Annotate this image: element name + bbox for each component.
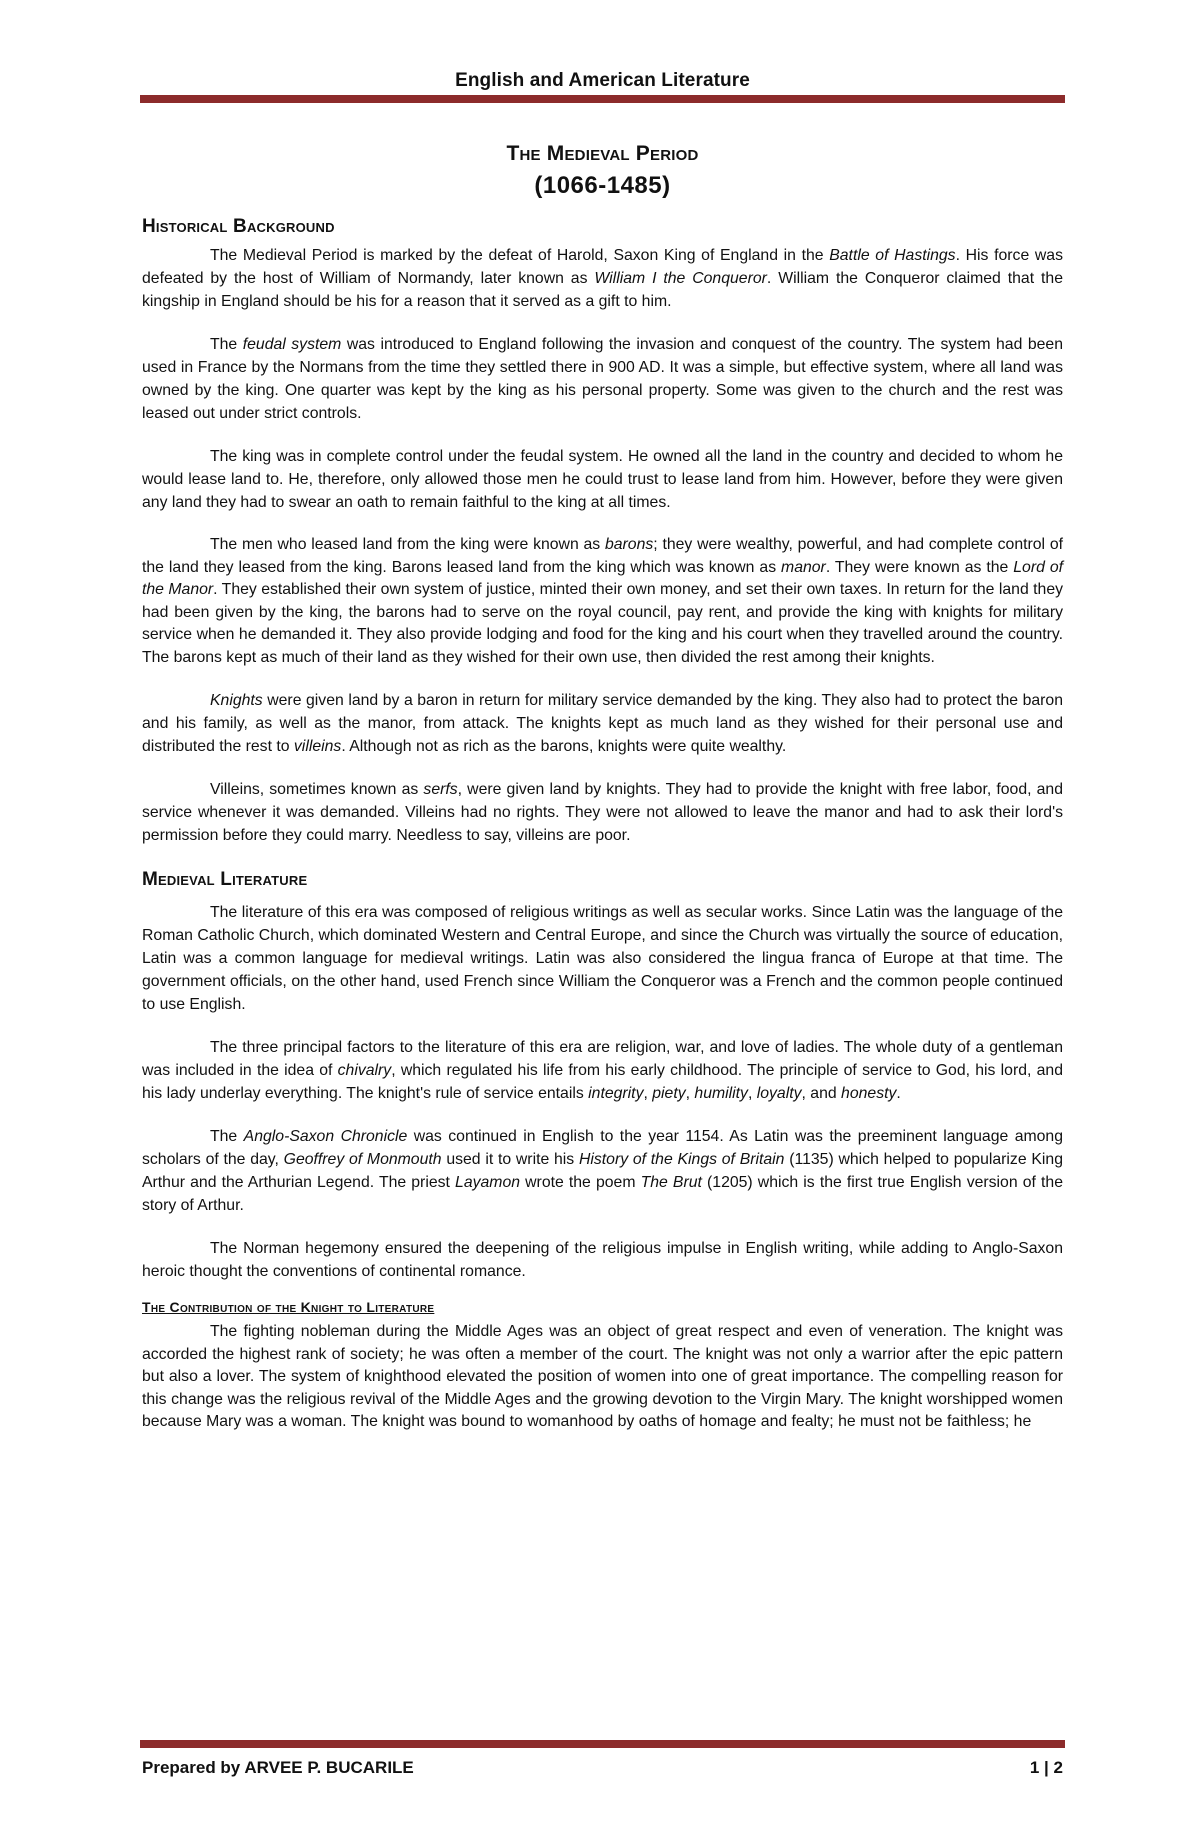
subsection-heading-knight-contribution: The Contribution of the Knight to Literature [142, 1299, 435, 1315]
page-title: The Medieval Period [506, 142, 699, 165]
section-heading-medieval-literature: Medieval Literature [142, 869, 308, 890]
paragraph: Knights were given land by a baron in return for military service demanded by the king. They also had to protect the baron and his family, as well as the manor, from attack. The knights kept as much land as they wished for their personal use and distributed the rest to villeins. Although not as rich as the barons, knights were quite wealthy. [142, 692, 1063, 755]
paragraph: The Anglo-Saxon Chronicle was continued in English to the year 1154. As Latin was the preeminent language among scholars of the day, Geoffrey of Monmouth used it to write his History of the Kings of Britain (1135) which helped to popularize King Arthur and the Arthurian Legend. The priest Layamon wrote the poem The Brut (1205) which is the first true English version of the story of Arthur. [142, 1128, 1063, 1214]
paragraph: The feudal system was introduced to England following the invasion and conquest of the country. The system had been used in France by the Normans from the time they settled there in 900 AD. It was a simple, but effective system, where all land was owned by the king. One quarter was kept by the king as his personal property. Some was given to the church and the rest was leased out under strict controls. [142, 336, 1064, 422]
section-heading-historical-background: Historical Background [142, 216, 335, 237]
paragraph: The Norman hegemony ensured the deepening of the religious impulse in English writing, while adding to Anglo-Saxon heroic thought the conventions of continental romance. [142, 1240, 1063, 1280]
paragraph: The fighting nobleman during the Middle Ages was an object of great respect and even of veneration. The knight was accorded the highest rank of society; he was often a member of the court. The knight was not only a warrior after the epic pattern but also a lover. The system of knighthood elevated the position of women into one of great importance. The compelling reason for this change was the religious revival of the Middle Ages and the growing devotion to the Virgin Mary. The knight worshipped women because Mary was a woman. The knight was bound to womanhood by oaths of homage and fealty; he must not be faithless; he [142, 1323, 1063, 1430]
paragraph: The men who leased land from the king were known as barons; they were wealthy, powerful, and had complete control of the land they leased from the king. Barons leased land from the king which was known as manor. They were known as the Lord of the Manor. They established their own system of justice, minted their own money, and set their own taxes. In return for the land they had been given by the king, the barons had to serve on the royal council, pay rent, and provide the king with knights for military service when he demanded it. They also provide lodging and food for the king and his court when they travelled around the country. The barons kept as much of their land as they wished for their own use, then divided the rest among their knights. [142, 536, 1064, 666]
footer-author: Prepared by ARVEE P. BUCARILE [142, 1758, 414, 1777]
paragraph: The three principal factors to the literature of this era are religion, war, and love of ladies. The whole duty of a gentleman was included in the idea of chivalry, which regulated his life from his early childhood. The principle of service to God, his lord, and his lady underlay everything. The knight's rule of service entails integrity, piety, humility, loyalty, and honesty. [142, 1039, 1063, 1102]
paragraph: The literature of this era was composed of religious writings as well as secular works. Since Latin was the language of the Roman Catholic Church, which dominated Western and Central Europe, and since the Church was virtually the source of education, Latin was a common language for medieval writings. Latin was also considered the lingua franca of Europe at that time. The government officials, on the other hand, used French since William the Conqueror was a French and the common people continued to use English. [142, 904, 1063, 1013]
running-header: English and American Literature [455, 70, 750, 91]
paragraph: Villeins, sometimes known as serfs, were given land by knights. They had to provide the knight with free labor, food, and service whenever it was demanded. Villeins had no rights. They were not allowed to leave the manor and had to ask their lord's permission before they could marry. Needless to say, villeins are poor. [142, 781, 1063, 844]
period-years: (1066-1485) [534, 172, 671, 199]
header-rule [140, 95, 1065, 103]
page-number: 1 | 2 [1029, 1758, 1063, 1777]
page-body [142, 142, 1063, 1434]
footer-rule [140, 1740, 1065, 1748]
paragraph: The king was in complete control under the feudal system. He owned all the land in the country and decided to whom he would lease land to. He, therefore, only allowed those men he could trust to lease land from him. However, before they were given any land they had to swear an oath to remain faithful to the king at all times. [142, 448, 1063, 511]
paragraph: The Medieval Period is marked by the defeat of Harold, Saxon King of England in the Battle of Hastings. His force was defeated by the host of William of Normandy, later known as William I the Conqueror. William the Conqueror claimed that the kingship in England should be his for a reason that it served as a gift to him. [142, 247, 1063, 310]
